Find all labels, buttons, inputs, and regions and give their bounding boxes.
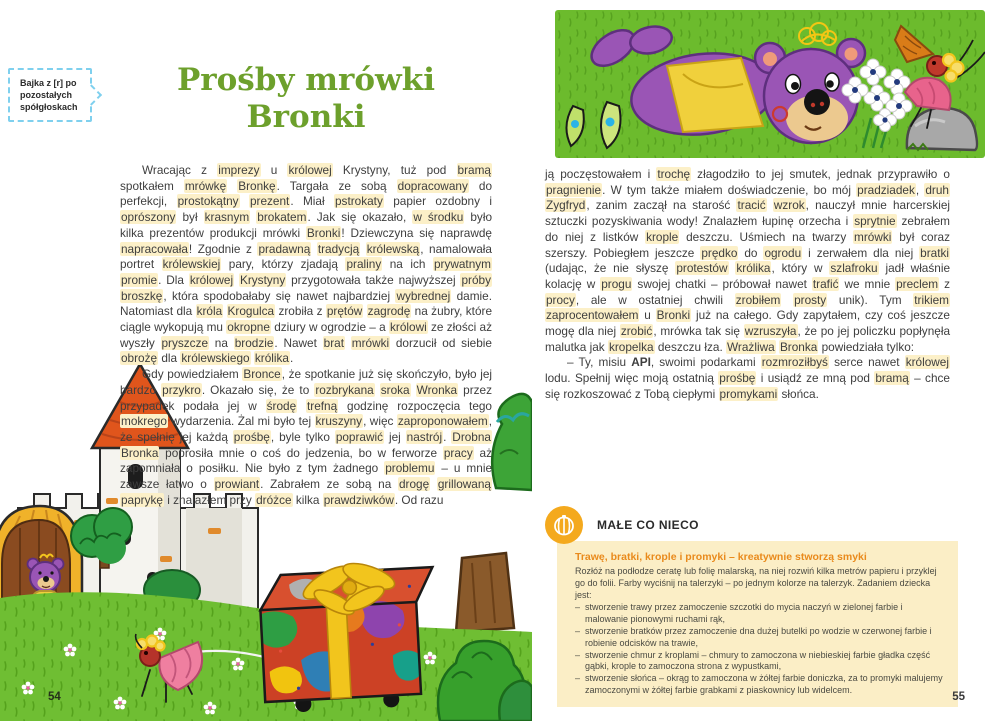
activity-heading: Trawę, bratki, krople i promyki – kreatywnie stworzą smyki	[575, 551, 867, 563]
page-number-left: 54	[48, 691, 61, 703]
activity-bullet: – stworzenie słońca – okrąg to zamoczona w żółtej farbie doniczka, za to promyki malujemy zamoczonymi w żółtej farbie grabkami z piaskownicy lub widelcem.	[575, 673, 943, 695]
activity-header	[545, 506, 699, 544]
story-paragraph: ją poczęstowałem i trochę złagodziło to jej smutek, jednak przyprawiło o pragnienie. W tym także miałem doświadczenie, bo mój pradziadek, druh Zygfryd, zanim zaczął na starość tracić wzrok, nauczył mnie harcerskiej sztuczki pozyskiwania wody! Znalazłem łupinę orzecha i sprytnie zebrałem do niej z listków krople deszczu. Uśmiech na twarzy mrówki był coraz szerszy. Pobiegłem jeszcze prędko do ogrodu i zerwałem dla niej bratki (udając, że nie słyszę protestów królika, który w szlafroku jadł właśnie kolację w progu swojej chatki – próbował nawet trafić we mnie preclem z procy, ale w ostatniej chwili zrobiłem prosty unik). Tym trikiem zaprocentowałem u Bronki już na całego. Gdy zapytałem, czy coś jeszcze mogę dla niej zrobić, mrówka tak się wzruszyła, że po jej policzku popłynęła malutka jak kropelka deszczu łza. Wrażliwa Bronka powiedziała tylko:	[545, 167, 951, 354]
page-number-right: 55	[952, 691, 965, 703]
activity-bullet: – stworzenie bratków przez zamoczenie dna dużej butelki po wodzie w czerwonej farbie i robienie odcisków na trawie,	[575, 625, 932, 648]
activity-bullet: – stworzenie chmur z kroplami – chmury to zamoczona w niebieskiej farbie gładka część gąbki, krople to zamoczona strona z wypustkami,	[575, 649, 931, 672]
chapter-tab	[8, 68, 92, 122]
gift-box	[246, 554, 440, 715]
chapter-tab-label: Bajka z [r] po pozostałych spółgłoskach	[20, 78, 78, 112]
left-text-column	[120, 163, 492, 508]
bear-flowers-illustration	[555, 10, 985, 158]
activity-intro: Rozłóż na podłodze ceratę lub folię malarską, na niej rozwiń kilka metrów papieru i przyklej go do folii. Farby wyciśnij na talerzyki – po jednym kolorze na talerzyk. Zadaniem dziecka jest:	[575, 566, 937, 600]
tree-trunk	[456, 553, 514, 632]
lantern-icon	[545, 506, 583, 544]
story-paragraph: – Ty, misiu API, swoimi podarkami rozmroziłbyś serce nawet królowej lodu. Spełnij więc moją ostatnią prośbę i usiądź ze mną pod bramą – chce się rozkoszować z Tobą ciepłymi promykami słońca.	[545, 355, 950, 401]
activity-box	[557, 541, 958, 707]
right-text-column	[545, 167, 950, 403]
activity-title: MAŁE CO NIECO	[597, 518, 699, 532]
treetop	[492, 394, 532, 490]
bow-knot	[342, 580, 357, 595]
activity-bullet: – stworzenie trawy przez zamoczenie szczotki do mycia naczyń w zielonej farbie i malowanie pionowymi ruchami rąk,	[575, 602, 903, 625]
story-paragraph: Wracając z imprezy u królowej Krystyny, tuż pod bramą spotkałem mrówkę Bronkę. Targała ze sobą dopracowany do perfekcji, prostokątny prezent. Miał pstrokaty papier ozdobny i oprószony był krasnym brokatem. Jak się okazało, w środku było kilka prezentów produkcji mrówki Bronki! Dziewczyna się naprawdę napracowała! Zgodnie z pradawną tradycją królewską, namalowała portret królewskiej pary, którzy zjadają praliny na ich prywatnym promie. Dla królowej Krystyny przygotowała także najwyższej próby broszkę, która spodobałaby się nawet najbardziej wybrednej damie. Natomiast dla króla Krogulca zrobiła z prętów zagrodę na żubry, które ciągle wykopują mu okropne dziury w ogrodzie – a królowi ze złości aż wyszły pryszcze na brodzie. Nawet brat mrówki dorzucił od siebie obrożę dla królewskiego królika.	[120, 163, 493, 366]
page-title: Prośby mrówki Bronki	[176, 62, 435, 135]
story-paragraph: Gdy powiedziałem Bronce, że spotkanie już się skończyło, było jej bardzo przykro. Okazało się, że to rozbrykana sroka Wronka przez przypadek podała jej w środę trefną godzinę rozpoczęcia tego mokrego wydarzenia. Żal mi było tej kruszyny, więc zaproponowałem, że spełnię jej każdą prośbę, byle tylko poprawić jej nastrój. Drobna Bronka poprosiła mnie o coś do jedzenia, bo w ferworze pracy aż zapomniała o posiłku. Nie było z tym żadnego problemu – u mnie zawsze łatwo o prowiant. Zabrałem ze sobą na drogę grillowaną paprykę i znalazłem przy dróżce kilka prawdziwków. Od razu	[120, 367, 493, 507]
